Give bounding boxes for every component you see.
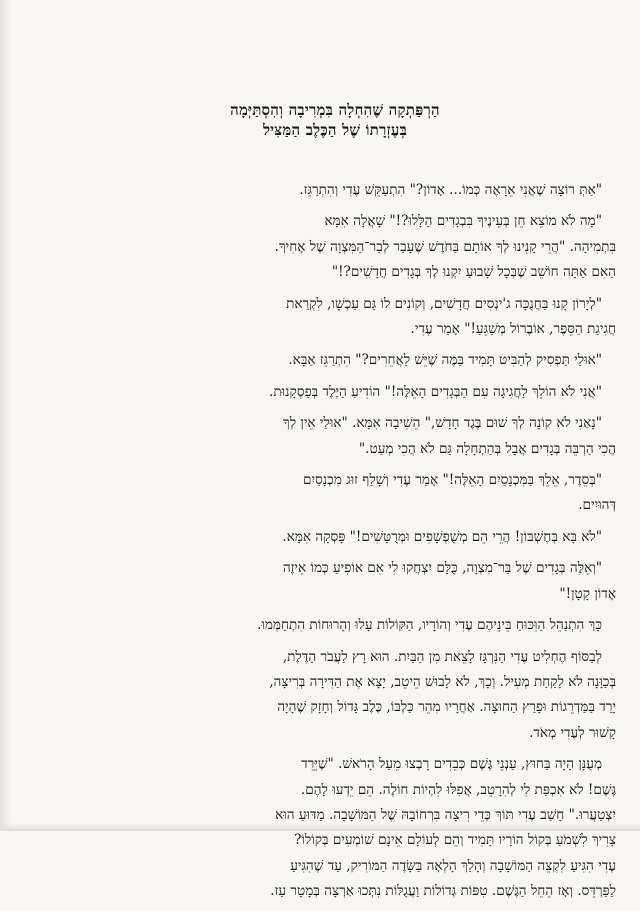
- title-line-2: בְּעֶזְרָתוֹ שֶׁל הַכֶּלֶב הַמַּצִּיל: [262, 121, 408, 139]
- story-paragraph: [20, 380, 616, 405]
- paragraph-line: מְעֻנָּן הָיָה בַּחוּץ, עַנְנֵי גֶּשֶׁם כְּבֵדִים רָבְצוּ מֵעַל הָרֹאשׁ. "שֶׁיֵּרֵד: [301, 756, 602, 773]
- paragraph-line: לַפַּרְדֵּס. וְאָז הֵחֵל הַגֶּשֶׁם. טִפּוֹת גְּדוֹלוֹת וַעֲגֻלּוֹת נִתְּכוּ אַרְצָה בְּמָטָר עַז.: [270, 883, 616, 900]
- story-paragraph: [20, 525, 616, 550]
- paragraph-line: "אֲנִי לֹא הוֹלֵךְ לַחֲגִיגָה עִם הַבְּגָדִים הָאֵלֶּה!" הוֹדִיעַ הַיֶּלֶד בְּפַסְקָנוּת.: [269, 383, 602, 400]
- page-edge-shadow: [0, 0, 12, 831]
- story-paragraph: [20, 348, 616, 373]
- paragraph-line: "וְאֵלֶּה בְּגָדִים שֶׁל בַּר־מִצְוָה, כֻּלָּם יִצְחֲקוּ לִי אִם אוֹפִיעַ כְּמוֹ אֵיזֶה: [282, 560, 602, 577]
- paragraph-line: כָּךְ הִתְנַהֵל הַוִּכּוּחַ בֵּינֵיהֶם עֶדִי וְהוֹרָיו, הַקּוֹלוֹת עָלוּ וְהָרוּחוֹת הִתְחַמְּמוּ.: [257, 617, 602, 634]
- story-paragraph: [20, 292, 616, 343]
- paragraph-line: יִצְטַעֲרוּ." חָשַׁב עֶדִי תּוֹךְ כְּדֵי רִיצָה בִּרְחוֹבָהּ שֶׁל הַמּוֹשָׁבָה. מַדּוּעַ הוּא: [275, 806, 616, 823]
- paragraph-line: בְּכַוָּנָה לֹא לָקַחַת מְעִיל. וְכָךְ, לֹא לָבוּשׁ הֵיטֵב, יָצָא אֶת הַדִּירָה בְּרִיצָה,: [269, 673, 616, 690]
- paragraph-line: "נָאַנִי לֹא קוֹנָה לְךָ שׁוּם בֶּגֶד חָדָשׁ," הֵשִׁיבָה אִמָּא. "אוּלַי אֵין לְךָ: [283, 415, 602, 432]
- paragraph-line: לְבַסּוֹף הֶחְלִיט עֶדִי הַנִּרְגָּז לָצֵאת מִן הַבַּיִת. הוּא רָץ לַעֲבֹר הַדֶּלֶת,: [282, 648, 602, 665]
- story-paragraph: [20, 178, 616, 203]
- page-bottom-shadow: [0, 823, 640, 831]
- paragraph-line: "לֹא בָּא בְּחֶשְׁבּוֹן! הֲרֵי הֵם מְשֻׁפְשָׁפִים וּמְרֻטָּשִׁים!" פָּסְקָה אִמָּא.: [282, 528, 602, 545]
- story-paragraph: [20, 468, 616, 519]
- story-paragraph: [20, 556, 616, 607]
- story-paragraph: [20, 645, 616, 747]
- paragraph-line: "לְיָרוֹן קָנוּ בַּחֲנֻכָּה ג'ינְסִים חֲדָשִׁים, וְקוֹנִים לוֹ גַּם עַכְשָׁו, לִקְרַאת: [286, 295, 602, 312]
- paragraph-line: הֲכִי הַרְבֵּה בְּגָדִים אֲבָל בְּהַתְחָלָה גַּם לֹא הֲכִי מְעַט.": [358, 440, 616, 457]
- paragraph-line: "אַתְּ רוֹצָה שֶׁאֲנִי אֵרָאֶה כְּמוֹ... אָדוֹן?" הִתְעַקֵּשׁ עֶדִי וְהִתְרַגֵּז.: [299, 182, 602, 198]
- story-body: [20, 178, 616, 911]
- paragraph-line: עֶדִי הִגִּיעַ לִקְצֵה הַמּוֹשָׁבָה וְהָלַךְ הָלְאָה בַּשָּׂדֶה הַמּוֹרִיק, עַד שֶׁהִגִּיעַ: [290, 857, 616, 874]
- paragraph-line: הַאִם אַתָּה חוֹשֵׁב שֶׁבְּכָל שָׁבוּעַ יִקְנוּ לְךָ בְּגָדִים חֲדָשִׁים?!": [331, 264, 616, 281]
- paragraph-line: יָרַד בַּמַּדְרֵגוֹת וּפָרַץ הַחוּצָה. אַחֲרָיו מִהֵר כַּלְבּוֹ, כֶּלֶב גָּדוֹל וְחָזָק שֶׁהָיָה: [277, 699, 616, 716]
- paragraph-line: קָשׁוּר לְעֶדִי מְאֹד.: [529, 724, 616, 741]
- paragraph-line: בִּתְמִיהָה. "הֲרֵי קָנִינוּ לְךָ אוֹתָם בַּחֹדֶשׁ שֶׁעָבַר לְבַר־הַמִּצְוָה שֶׁל אָחִיךָ.: [274, 238, 616, 255]
- title-line-1: הַרְפַּתְקָה שֶׁהִחְלָה בִּמְרִיבָה וְהִסְתַּיְּמָה: [230, 101, 440, 119]
- paragraph-line: דְּהוּיִים.: [578, 497, 616, 514]
- paragraph-line: "מָה לֹא מוֹצֵא חֵן בְּעֵינֶיךָ בִּבְגָדִים הַלָּלוּ?!" שָׁאֲלָה אִמָּא: [324, 213, 602, 230]
- paragraph-line: אָדוֹן קָטָן!": [559, 585, 616, 602]
- paragraph-line: "בְּסֵדֶר, אֵלֵךְ בַּמִּכְנָסַיִם הָאֵלֶּה!" אָמַר עֶדִי וְשָׁלַף זוּג מִכְנָסַיִם: [302, 472, 602, 489]
- paragraph-line: "אוּלַי תַּפְסִיק לְהַבִּיט תָּמִיד בַּמֶּה שֶׁיֵּשׁ לַאֲחֵרִים?" הִתְרַגֵּז אַבָּא.: [288, 352, 602, 369]
- story-title: [120, 100, 550, 140]
- story-paragraph: [20, 411, 616, 462]
- paragraph-line: חֲגִיגַת הַסֵּפֶר, אוֹבֶרוֹל מְשַׁגֵּעַ!" אָמַר עֶדִי.: [410, 321, 616, 338]
- story-paragraph: [20, 209, 616, 285]
- paragraph-line: גֶּשֶׁם! לֹא אִכְפַּת לִי לְהִרָטֵב, אֲפִלּוּ לִהְיוֹת חוֹלֶה. הֵם יֵדְעוּ לָהֶם.: [300, 781, 616, 798]
- story-paragraph: [20, 613, 616, 638]
- paragraph-line: צָרִיךְ לִשְׁמֹעַ בְּקוֹל הוֹרָיו תָּמִיד וְהֵם לְעוֹלָם אֵינָם שׁוֹמְעִים בְּקוֹלוֹ?: [294, 832, 616, 849]
